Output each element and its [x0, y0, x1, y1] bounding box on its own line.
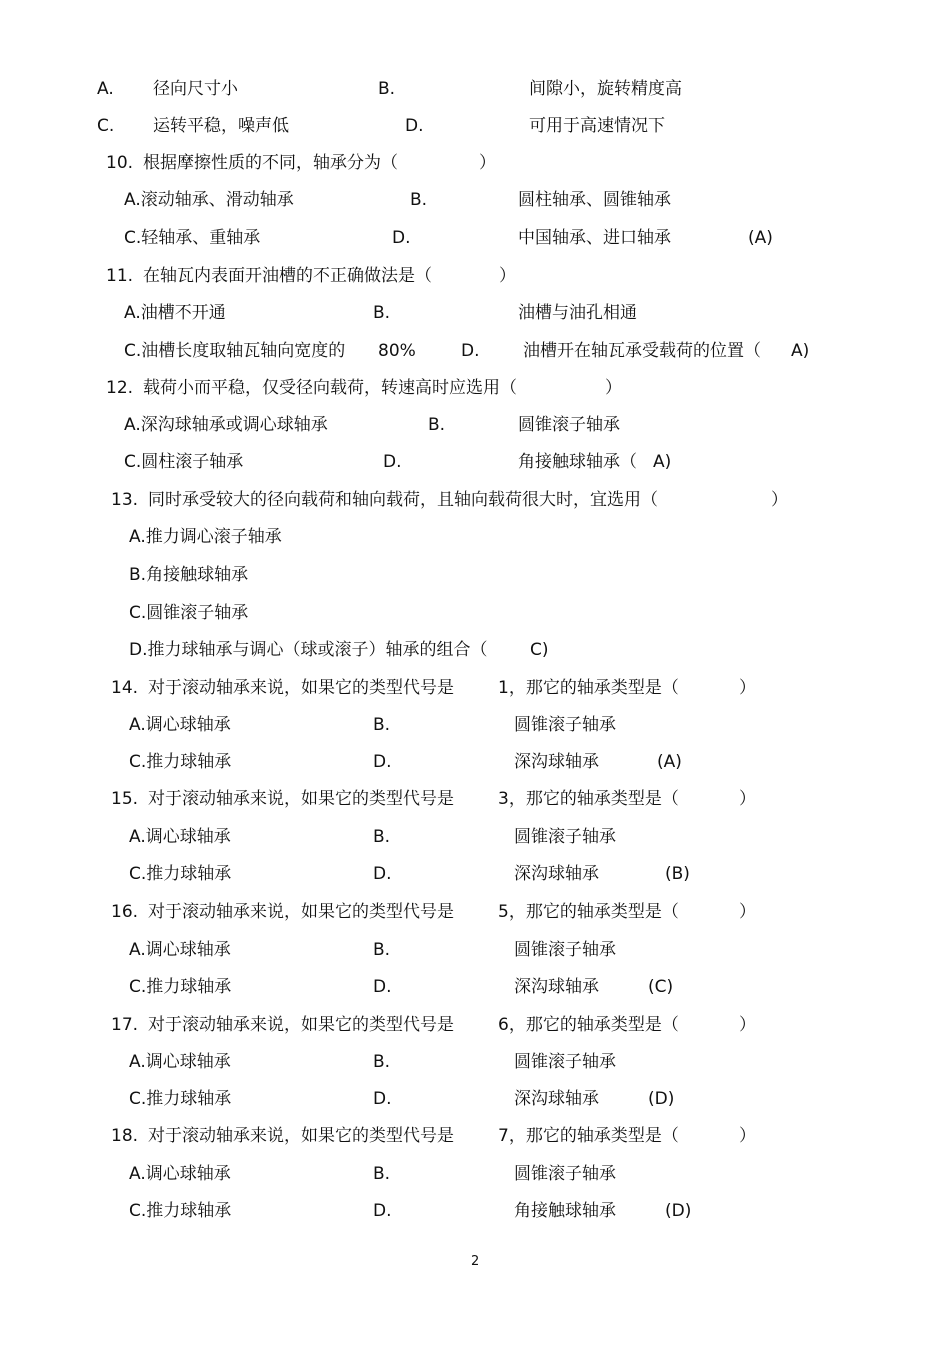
text-run: ） [771, 490, 788, 510]
text-run: D. [373, 1089, 392, 1109]
text-run: 1，那它的轴承类型是（ [498, 678, 679, 698]
text-run: ） [605, 378, 622, 398]
text-run: A.滚动轴承、滑动轴承 [124, 190, 294, 210]
text-run: 根据摩擦性质的不同，轴承分为（ [143, 153, 398, 173]
text-run: C.油槽长度取轴瓦轴向宽度的 [124, 341, 346, 361]
text-run: (D) [665, 1201, 692, 1221]
text-run: 中国轴承、进口轴承 [518, 228, 671, 248]
text-run: 圆锥滚子轴承 [514, 1164, 616, 1184]
text-run: ） [739, 1126, 756, 1146]
text-run: 圆锥滚子轴承 [514, 715, 616, 735]
text-run: 对于滚动轴承来说，如果它的类型代号是 [148, 678, 454, 698]
text-run: 14. [111, 678, 139, 698]
text-run: C.推力球轴承 [129, 1201, 232, 1221]
text-run: ） [499, 266, 516, 286]
text-run: ） [479, 153, 496, 173]
text-run: 油槽与油孔相通 [518, 303, 637, 323]
text-run: D. [373, 864, 392, 884]
text-run: 运转平稳，噪声低 [153, 116, 289, 136]
text-run: 圆锥滚子轴承 [514, 1052, 616, 1072]
text-run: A) [653, 452, 672, 472]
text-run: (C) [648, 977, 674, 997]
text-run: A.调心球轴承 [129, 940, 231, 960]
text-run: (B) [665, 864, 690, 884]
text-run: A.调心球轴承 [129, 1164, 231, 1184]
text-run: D. [461, 341, 480, 361]
text-run: B. [378, 79, 396, 99]
text-run: C. [97, 116, 115, 136]
text-run: 5，那它的轴承类型是（ [498, 902, 679, 922]
text-run: 3，那它的轴承类型是（ [498, 789, 679, 809]
text-run: 7，那它的轴承类型是（ [498, 1126, 679, 1146]
text-run: C.推力球轴承 [129, 864, 232, 884]
text-run: 11. [106, 266, 134, 286]
text-run: 深沟球轴承 [514, 1089, 599, 1109]
text-run: 对于滚动轴承来说，如果它的类型代号是 [148, 902, 454, 922]
text-run: A.调心球轴承 [129, 715, 231, 735]
text-run: 6，那它的轴承类型是（ [498, 1015, 679, 1035]
text-run: (A) [748, 228, 773, 248]
text-run: 17. [111, 1015, 139, 1035]
text-run: 圆锥滚子轴承 [514, 940, 616, 960]
text-run: ） [739, 1015, 756, 1035]
text-run: D. [405, 116, 424, 136]
text-run: 对于滚动轴承来说，如果它的类型代号是 [148, 1126, 454, 1146]
text-run: B. [373, 1164, 391, 1184]
text-run: A) [791, 341, 810, 361]
text-run: B. [410, 190, 428, 210]
text-run: 80% [378, 341, 416, 361]
text-run: B. [373, 1052, 391, 1072]
text-run: 间隙小，旋转精度高 [529, 79, 682, 99]
text-run: A.调心球轴承 [129, 827, 231, 847]
text-run: 角接触球轴承（ [518, 452, 637, 472]
text-run: 15. [111, 789, 139, 809]
text-run: B. [428, 415, 446, 435]
text-run: D. [383, 452, 402, 472]
text-run: B. [373, 303, 391, 323]
text-run: ） [739, 902, 756, 922]
page-number: 2 [471, 1254, 480, 1269]
text-run: 在轴瓦内表面开油槽的不正确做法是（ [143, 266, 432, 286]
text-run: D. [392, 228, 411, 248]
text-run: (A) [657, 752, 682, 772]
text-run: ） [739, 678, 756, 698]
text-run: B. [373, 715, 391, 735]
text-run: A.推力调心滚子轴承 [129, 527, 282, 547]
text-run: 对于滚动轴承来说，如果它的类型代号是 [148, 789, 454, 809]
text-run: A. [97, 79, 114, 99]
text-run: 角接触球轴承 [514, 1201, 616, 1221]
text-run: 深沟球轴承 [514, 864, 599, 884]
text-run: 18. [111, 1126, 139, 1146]
text-run: 载荷小而平稳，仅受径向载荷，转速高时应选用（ [143, 378, 517, 398]
text-run: 13. [111, 490, 139, 510]
text-run: C.圆柱滚子轴承 [124, 452, 244, 472]
text-run: 圆锥滚子轴承 [518, 415, 620, 435]
text-run: 对于滚动轴承来说，如果它的类型代号是 [148, 1015, 454, 1035]
text-run: ） [739, 789, 756, 809]
text-run: B.角接触球轴承 [129, 565, 249, 585]
text-run: 16. [111, 902, 139, 922]
text-run: 深沟球轴承 [514, 752, 599, 772]
text-run: 同时承受较大的径向载荷和轴向载荷，且轴向载荷很大时，宜选用（ [148, 490, 658, 510]
text-run: A.油槽不开通 [124, 303, 226, 323]
text-run: C.轻轴承、重轴承 [124, 228, 261, 248]
text-run: (D) [648, 1089, 675, 1109]
text-run: D. [373, 977, 392, 997]
text-run: A.深沟球轴承或调心球轴承 [124, 415, 328, 435]
text-run: 圆锥滚子轴承 [514, 827, 616, 847]
text-run: 可用于高速情况下 [529, 116, 665, 136]
text-run: B. [373, 827, 391, 847]
text-run: D.推力球轴承与调心（球或滚子）轴承的组合（ [129, 640, 488, 660]
text-run: C) [530, 640, 549, 660]
text-run: 10. [106, 153, 134, 173]
text-run: 深沟球轴承 [514, 977, 599, 997]
text-run: D. [373, 1201, 392, 1221]
text-run: 圆柱轴承、圆锥轴承 [518, 190, 671, 210]
text-run: A.调心球轴承 [129, 1052, 231, 1072]
text-run: B. [373, 940, 391, 960]
text-run: C.推力球轴承 [129, 752, 232, 772]
text-run: C.推力球轴承 [129, 1089, 232, 1109]
text-run: D. [373, 752, 392, 772]
text-run: 12. [106, 378, 134, 398]
text-run: C.推力球轴承 [129, 977, 232, 997]
text-run: 油槽开在轴瓦承受载荷的位置（ [523, 341, 761, 361]
text-run: 径向尺寸小 [153, 79, 238, 99]
text-run: C.圆锥滚子轴承 [129, 603, 249, 623]
